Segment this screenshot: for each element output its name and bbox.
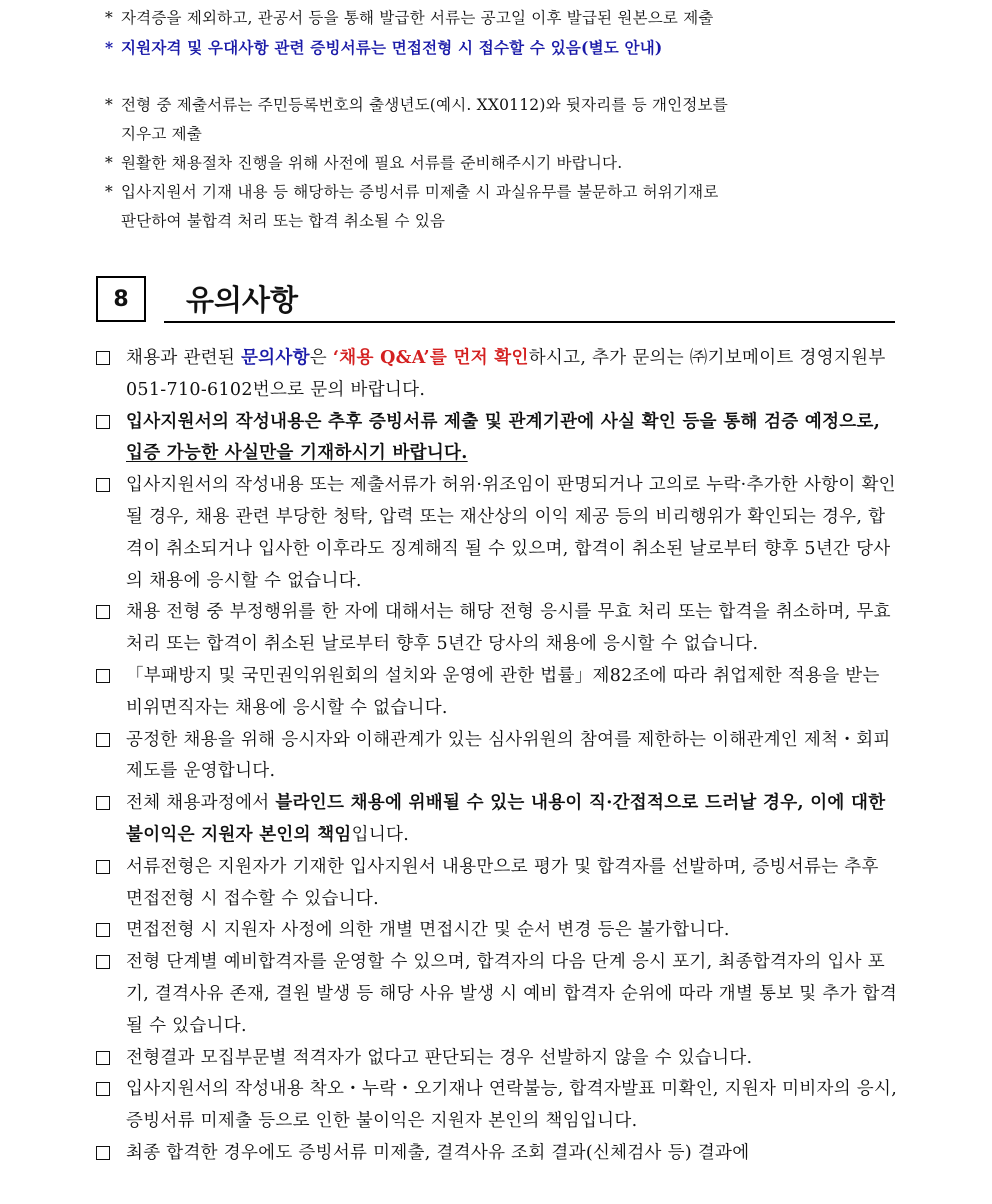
list-item: 면접전형 시 지원자 사정에 의한 개별 면접시간 및 순서 변경 등은 불가합니다. — [95, 915, 900, 947]
section-number-box: 8 — [96, 276, 146, 322]
bold-emphasis: 블라인드 채용에 위배될 수 있는 내용이 직·간접적으로 드러날 경우, 이에 대한 불이익은 지원자 본인의 책임 — [126, 793, 886, 845]
asterisk-icon: * — [105, 96, 113, 114]
asterisk-icon: * — [105, 9, 113, 27]
list-item: 서류전형은 지원자가 기재한 입사지원서 내용만으로 평가 및 합격자를 선발하며, 증빙서류는 추후 면접전형 시 접수할 수 있습니다. — [95, 852, 900, 916]
list-item: 전체 채용과정에서 블라인드 채용에 위배될 수 있는 내용이 직·간접적으로 드러날 경우, 이에 대한 불이익은 지원자 본인의 책임입니다. — [95, 788, 900, 852]
list-item: 전형 단계별 예비합격자를 운영할 수 있으며, 합격자의 다음 단계 응시 포기, 최종합격자의 입사 포기, 결격사유 존재, 결원 발생 등 해당 사유 발생 시 예비 합격자 순위에 따라 개별 통보 및 추가 합격될 수 있습니다. — [95, 947, 900, 1042]
note-prepare-docs — [105, 149, 905, 178]
checkbox-icon — [96, 955, 110, 969]
note-text: 입사지원서 기재 내용 등 해당하는 증빙서류 미제출 시 과실유무를 불문하고 허위기재로 — [121, 183, 719, 201]
list-item: 채용과 관련된 문의사항은 ‘채용 Q&A’를 먼저 확인하시고, 추가 문의는 ㈜기보메이트 경영지원부 051-710-6102번으로 문의 바랍니다. — [95, 343, 900, 407]
highlight-qa: ‘채용 Q&A’를 먼저 확인 — [332, 348, 529, 368]
checkbox-icon — [96, 860, 110, 874]
list-item: 공정한 채용을 위해 응시자와 이해관계가 있는 심사위원의 참여를 제한하는 이해관계인 제척・회피 제도를 운영합니다. — [95, 725, 900, 789]
underlined-emphasis: 입증 가능한 사실만을 기재하시기 바랍니다. — [126, 443, 468, 464]
asterisk-icon: * — [105, 38, 114, 57]
checkbox-icon — [96, 796, 110, 810]
document-notes — [105, 4, 905, 236]
checkbox-icon — [96, 733, 110, 747]
asterisk-icon: * — [105, 183, 113, 201]
checkbox-icon — [96, 669, 110, 683]
note-text: 지원자격 및 우대사항 관련 증빙서류는 면접전형 시 접수할 수 있음(별도 안내) — [121, 38, 663, 57]
list-item: 입사지원서의 작성내용 또는 제출서류가 허위·위조임이 판명되거나 고의로 누락·추가한 사항이 확인될 경우, 채용 관련 부당한 청탁, 압력 또는 재산상의 이익 제공 등의 비리행위가 확인되는 경우, 합격이 취소되거나 입사한 이후라도 징계해직 될 수 있으며, 합격이 취소된 날로부터 향후 5년간 당사의 채용에 응시할 수 없습니다. — [95, 470, 900, 597]
checkbox-icon — [96, 415, 110, 429]
note-text: 자격증을 제외하고, 관공서 등을 통해 발급한 서류는 공고일 이후 발급된 원본으로 제출 — [121, 9, 714, 27]
checkbox-icon — [96, 478, 110, 492]
section-title: 유의사항 — [186, 283, 299, 317]
list-item: 「부패방지 및 국민권익위원회의 설치와 운영에 관한 법률」제82조에 따라 취업제한 적용을 받는 비위면직자는 채용에 응시할 수 없습니다. — [95, 661, 900, 725]
checkbox-icon — [96, 1082, 110, 1096]
note-text: 전형 중 제출서류는 주민등록번호의 출생년도(예시. XX0112)와 뒷자리를 등 개인정보를 — [121, 96, 728, 114]
note-personal-info — [105, 91, 905, 149]
note-certificates — [105, 4, 905, 33]
highlight-inquiry: 문의사항 — [240, 348, 310, 368]
list-item: 최종 합격한 경우에도 증빙서류 미제출, 결격사유 조회 결과(신체검사 등) 결과에 — [95, 1138, 900, 1170]
list-item: 채용 전형 중 부정행위를 한 자에 대해서는 해당 전형 응시를 무효 처리 또는 합격을 취소하며, 무효처리 또는 합격이 취소된 날로부터 향후 5년간 당사의 채용에 응시할 수 없습니다. — [95, 597, 900, 661]
asterisk-icon: * — [105, 154, 113, 172]
checkbox-icon — [96, 1146, 110, 1160]
note-false-statement — [105, 178, 905, 236]
checkbox-icon — [96, 923, 110, 937]
checkbox-icon — [96, 605, 110, 619]
note-text: 판단하여 불합격 처리 또는 합격 취소될 수 있음 — [121, 212, 446, 230]
checkbox-icon — [96, 1051, 110, 1065]
checkbox-icon — [96, 351, 110, 365]
note-evidence-docs — [105, 33, 905, 62]
section-title-rule — [164, 321, 895, 323]
note-text: 원활한 채용절차 진행을 위해 사전에 필요 서류를 준비해주시기 바랍니다. — [121, 154, 623, 172]
note-text: 지우고 제출 — [121, 125, 202, 143]
list-item: 전형결과 모집부문별 적격자가 없다고 판단되는 경우 선발하지 않을 수 있습니다. — [95, 1043, 900, 1075]
list-item: 입사지원서의 작성내용은 추후 증빙서류 제출 및 관계기관에 사실 확인 등을 통해 검증 예정으로, 입증 가능한 사실만을 기재하시기 바랍니다. — [95, 407, 900, 471]
notice-list — [95, 343, 900, 1170]
list-item: 입사지원서의 작성내용 착오・누락・오기재나 연락불능, 합격자발표 미확인, 지원자 미비자의 응시, 증빙서류 미제출 등으로 인한 불이익은 지원자 본인의 책임입니다. — [95, 1074, 900, 1138]
